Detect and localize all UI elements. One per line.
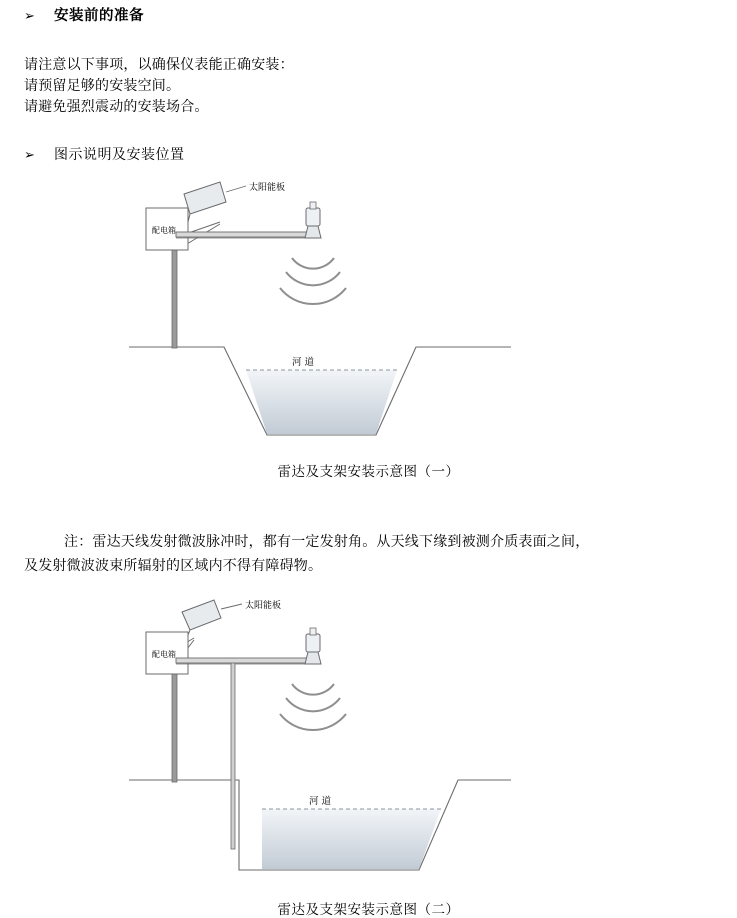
label-river: 河 道 [309,796,332,807]
radar-horn [305,226,321,238]
label-solar-panel: 太阳能板 [245,601,282,611]
preparation-paragraph [24,55,713,118]
note-text-1: 注：雷达天线发射微波脉冲时，都有一定发射角。从天线下缘到被测介质表面之间， [64,534,590,550]
radar-horn [305,652,321,664]
radar-sensor-top [310,628,316,635]
arrow-bullet-icon: ➢ [24,148,35,163]
figure-2-caption: 雷达及支架安装示意图（二） [277,902,460,918]
figure-radar-bracket-2 [24,592,713,918]
section-title: 图示说明及安装位置 [54,147,185,163]
radar-sensor-body [306,208,320,226]
support-arm [176,658,318,663]
note-line-1 [24,530,713,554]
solar-panel-leader [221,604,242,609]
radar-wave-3 [280,288,346,304]
secondary-pole [231,663,235,849]
label-distribution-box: 配电箱 [152,226,176,235]
preparation-line-2: 请预留足够的安装空间。 [24,78,181,94]
radar-sensor-body [306,634,320,652]
note-block [24,530,713,578]
document-page [0,4,737,918]
radar-sensor-top [310,202,316,209]
figure-1-drawing [24,172,713,452]
label-solar-panel: 太阳能板 [249,183,286,193]
section-heading-preparation [24,4,713,25]
figure-1-caption: 雷达及支架安装示意图（一） [277,464,460,480]
section-title: 安装前的准备 [54,8,144,24]
water-body [246,370,397,434]
solar-panel [182,600,221,630]
radar-wave-2 [286,272,340,285]
figure-2-drawing [24,592,713,892]
radar-wave-3 [280,714,346,730]
preparation-line-1: 请注意以下事项，以确保仪表能正确安装： [24,57,294,73]
solar-panel-leader [226,186,246,192]
water-body [262,809,441,869]
arrow-bullet-icon: ➢ [24,9,35,24]
radar-wave-2 [286,698,340,711]
support-arm [176,232,318,237]
preparation-line-3: 请避免强烈震动的安装场合。 [24,99,209,115]
label-river: 河 道 [292,357,315,368]
radar-wave-1 [292,684,334,695]
note-line-2: 及发射微波波束所辐射的区域内不得有障碍物。 [24,558,323,574]
label-distribution-box: 配电箱 [152,650,176,659]
radar-wave-1 [292,258,334,269]
section-heading-illustration [24,144,713,164]
solar-panel [184,182,226,214]
figure-radar-bracket-1 [24,172,713,480]
